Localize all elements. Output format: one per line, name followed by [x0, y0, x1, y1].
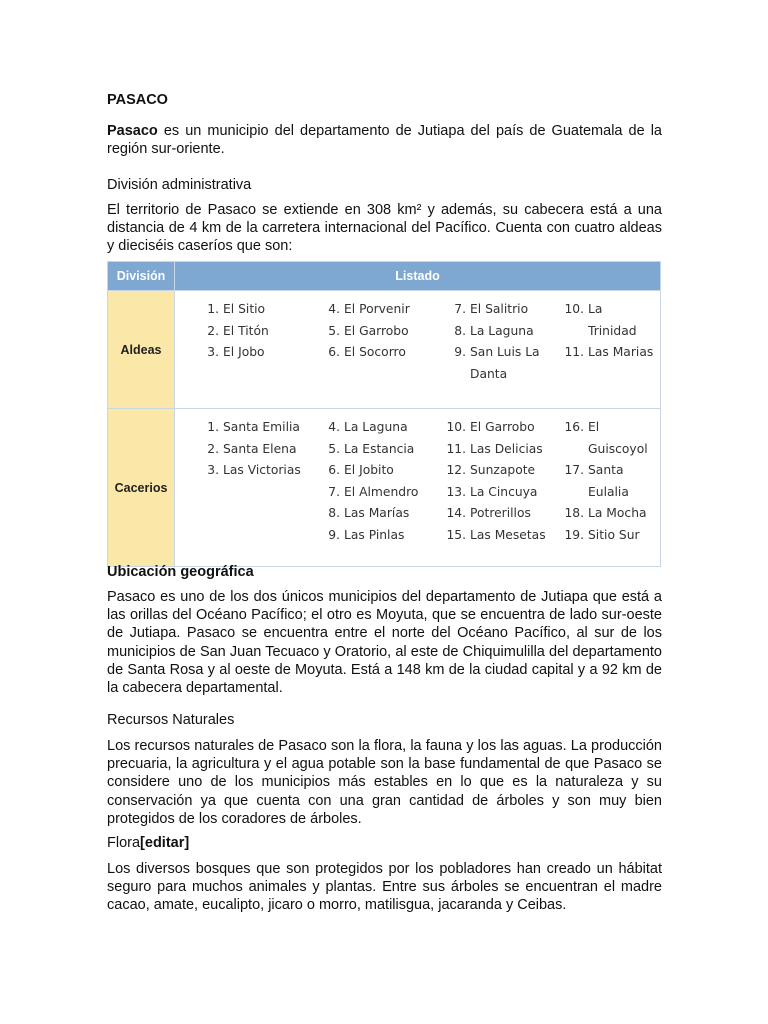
intro-bold-term: Pasaco — [107, 123, 158, 139]
list-item — [326, 417, 444, 439]
list-item — [444, 439, 562, 461]
list-item-name: El Guiscoyol — [588, 420, 648, 456]
list-item — [326, 342, 444, 364]
list-column — [562, 299, 654, 385]
list-item-name: El Jobo — [223, 345, 265, 359]
list-item — [326, 439, 444, 461]
list-item-number: 3. — [207, 345, 219, 359]
list-item — [444, 525, 562, 547]
list-item-number: 4. — [328, 420, 340, 434]
list-item — [326, 460, 444, 482]
division-table — [107, 261, 661, 567]
list-item — [205, 439, 326, 461]
list-column — [562, 417, 654, 546]
list-item-number: 2. — [207, 441, 219, 456]
list-item-number: 4. — [328, 302, 340, 316]
list-item-name: Las Marías — [344, 506, 410, 520]
list-item — [444, 417, 562, 439]
place-list — [205, 417, 326, 482]
list-item-number: 9. — [328, 527, 340, 542]
list-item — [326, 321, 444, 343]
list-item-number: 11. — [564, 345, 584, 359]
list-item-number: 7. — [454, 302, 466, 316]
list-column — [326, 299, 444, 385]
list-item — [205, 321, 326, 343]
list-item-number: 14. — [446, 506, 466, 520]
aldeas-list — [175, 291, 661, 409]
list-item-name: El Garrobo — [344, 323, 409, 338]
place-list — [562, 417, 654, 546]
list-item-number: 6. — [328, 463, 340, 477]
flora-heading — [107, 834, 662, 852]
list-item-name: La Cincuya — [470, 484, 538, 499]
table-row-cacerios — [108, 409, 661, 567]
list-item-number: 18. — [564, 506, 584, 520]
place-list — [444, 299, 562, 385]
list-item — [326, 525, 444, 547]
list-item — [562, 525, 654, 547]
list-item-number: 10. — [564, 302, 584, 316]
place-list — [205, 299, 326, 364]
list-item-number: 3. — [207, 463, 219, 477]
list-item — [444, 299, 562, 321]
header-listado: Listado — [175, 262, 661, 291]
flora-edit-link[interactable]: [editar] — [140, 835, 190, 851]
page-title: PASACO — [107, 92, 168, 108]
list-item-name: El Sitio — [223, 302, 266, 316]
list-item-name: Santa Emilia — [223, 420, 300, 434]
division-paragraph: El territorio de Pasaco se extiende en 308 km² y además, su cabecera está a una distancia de 4 km de la carretera internacional del Pacífico. Cuenta con cuatro aldeas y dieciséis caseríos que son: — [107, 202, 662, 255]
list-item-number: 1. — [207, 302, 219, 316]
list-item — [444, 460, 562, 482]
list-item-number: 12. — [446, 463, 466, 477]
place-list — [562, 299, 654, 364]
list-item-name: Las Victorias — [223, 463, 301, 477]
flora-label: Flora — [107, 835, 141, 851]
list-item-name: Santa Elena — [223, 441, 297, 456]
list-item — [562, 417, 654, 460]
recursos-paragraph: Los recursos naturales de Pasaco son la flora, la fauna y los las aguas. La producción precuaria, la agricultura y el agua potable son la base fundamental de que Pasaco se considere uno de los municipios más estables en lo que es la naturaleza y su conservación ya que cuenta con una gran cantidad de árboles y son muy bien protegidos de los coradores de árboles. — [107, 738, 662, 827]
list-item — [326, 503, 444, 525]
category-cacerios: Cacerios — [108, 409, 175, 567]
table-row-aldeas — [108, 291, 661, 409]
list-item-name: Las Delicias — [470, 441, 543, 456]
place-list — [326, 417, 444, 546]
list-item-name: La Mocha — [588, 506, 647, 520]
list-column — [175, 417, 326, 546]
list-column — [444, 299, 562, 385]
list-item-name: La Laguna — [344, 420, 408, 434]
list-item — [205, 460, 326, 482]
intro-rest: es un municipio del departamento de Jutiapa del país de Guatemala de la región sur-oriente. — [107, 123, 662, 158]
list-item-name: Las Marias — [588, 345, 654, 359]
list-item-number: 5. — [328, 441, 340, 456]
list-item-name: Sunzapote — [470, 463, 536, 477]
list-item-number: 7. — [328, 484, 340, 499]
place-list — [444, 417, 562, 546]
recursos-heading: Recursos Naturales — [107, 712, 235, 728]
list-item-name: El Socorro — [344, 345, 406, 359]
ubicacion-paragraph: Pasaco es uno de los dos únicos municipios del departamento de Jutiapa que está a las orillas del Océano Pacífico; el otro es Moyuta, que se encuentra de lado sur-oeste de Jutiapa. Pasaco se encuentra entre el norte del Océano Pacífico, al sur de los municipios de San Juan Tecuaco y Oratorio, al este de Chiquimulilla del departamento de Santa Rosa y al oeste de Moyuta. Está a 148 km de la ciudad capital y a 92 km de la cabecera departamental. — [107, 589, 662, 697]
table-header-row — [108, 262, 661, 291]
list-item — [444, 342, 562, 385]
list-item — [562, 503, 654, 525]
list-item — [326, 299, 444, 321]
list-item-name: La Trinidad — [588, 302, 637, 338]
list-item — [444, 321, 562, 343]
list-item-name: Las Pinlas — [344, 527, 405, 542]
list-item-number: 16. — [564, 420, 584, 434]
list-item — [205, 417, 326, 439]
list-item-name: Las Mesetas — [470, 527, 546, 542]
list-column — [175, 299, 326, 385]
category-aldeas: Aldeas — [108, 291, 175, 409]
list-item-name: Santa Eulalia — [588, 463, 629, 499]
list-item-number: 8. — [454, 323, 466, 338]
list-item-number: 1. — [207, 420, 219, 434]
list-item-number: 11. — [446, 441, 466, 456]
list-columns — [175, 291, 660, 385]
list-item-number: 6. — [328, 345, 340, 359]
list-item — [444, 482, 562, 504]
list-item-number: 5. — [328, 323, 340, 338]
list-item-name: El Almendro — [344, 484, 419, 499]
list-column — [326, 417, 444, 546]
ubicacion-heading: Ubicación geográfica — [107, 564, 254, 580]
list-item-name: El Titón — [223, 323, 269, 338]
list-item-number: 19. — [564, 527, 584, 542]
list-item-number: 17. — [564, 463, 584, 477]
list-item-number: 9. — [454, 345, 466, 359]
list-item — [326, 482, 444, 504]
list-item-name: Sitio Sur — [588, 527, 640, 542]
list-item-name: La Estancia — [344, 441, 415, 456]
list-item-name: El Porvenir — [344, 302, 410, 316]
list-item-number: 13. — [446, 484, 466, 499]
flora-paragraph: Los diversos bosques que son protegidos por los pobladores han creado un hábitat seguro para muchos animales y plantas. Entre sus árboles se encuentran el madre cacao, amate, eucalipto, jicaro o morro, matilisgua, jacaranda y Ceibas. — [107, 861, 662, 914]
division-heading: División administrativa — [107, 177, 252, 193]
cacerios-list — [175, 409, 661, 567]
list-item-name: La Laguna — [470, 323, 534, 338]
list-item — [205, 299, 326, 321]
list-item-name: Potrerillos — [470, 506, 531, 520]
list-item-name: El Salitrio — [470, 302, 529, 316]
intro-paragraph — [107, 122, 662, 158]
list-item-number: 10. — [446, 420, 466, 434]
list-item-name: El Garrobo — [470, 420, 535, 434]
list-item-name: San Luis La Danta — [470, 345, 540, 381]
list-item-number: 2. — [207, 323, 219, 338]
place-list — [326, 299, 444, 364]
list-item — [562, 460, 654, 503]
list-item — [562, 299, 654, 342]
header-division: División — [108, 262, 175, 291]
list-item-number: 15. — [446, 527, 466, 542]
list-item — [205, 342, 326, 364]
list-item — [562, 342, 654, 364]
list-item-name: El Jobito — [344, 463, 394, 477]
list-item-number: 8. — [328, 506, 340, 520]
list-columns — [175, 409, 660, 546]
list-item — [444, 503, 562, 525]
list-column — [444, 417, 562, 546]
